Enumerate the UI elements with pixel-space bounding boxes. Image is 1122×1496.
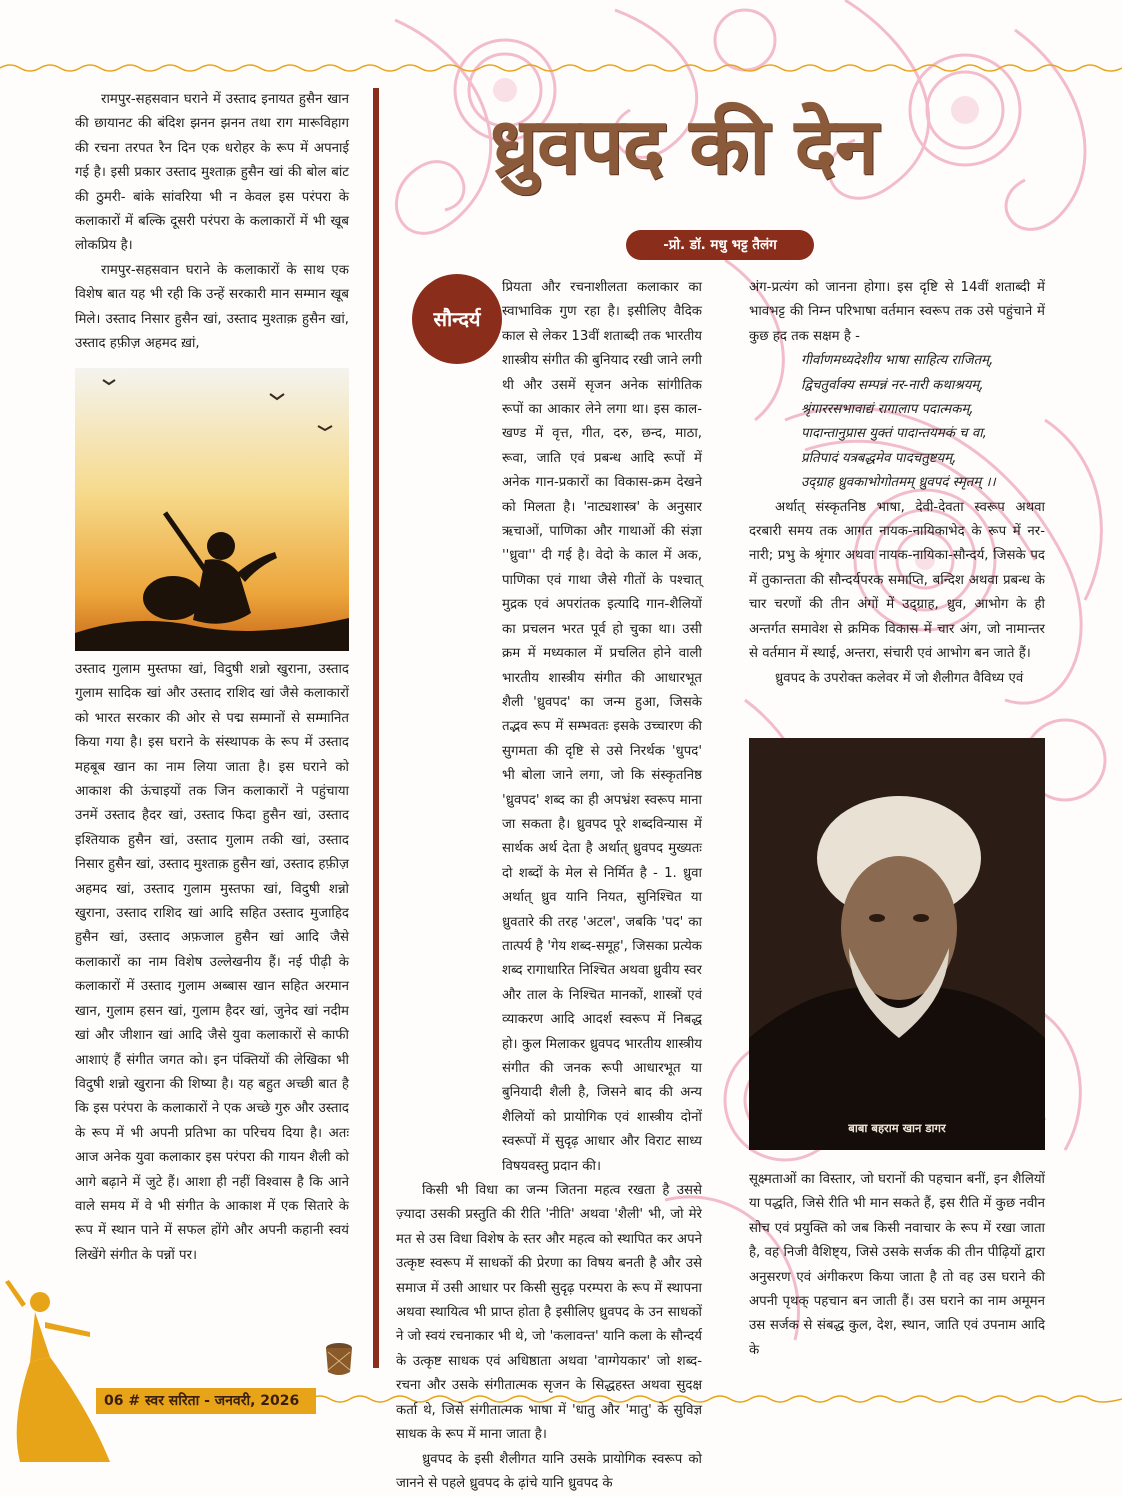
paragraph: किसी भी विधा का जन्म जितना महत्व रखता है उससे ज़्यादा उसकी प्रस्तुति की रीति 'नीति' अथवा 'शैली' भी, जो मेरे मत से उस विधा विशेष के स्तर और महत्व को स्थापित कर अपने उत्कृष्ट स्वरूप में साधकों की प्रेरणा का विषय बनती है और उसे समाज में उसी आधार पर किसी सुदृढ़ परम्परा के रूप में स्थापना अथवा स्थायित्व भी प्राप्त होता है इसीलिए ध्रुवपद के उन साधकों ने जो स्वयं रचनाकार भी थे, जो 'कलावन्त' यानि कला के सौन्दर्य के उत्कृष्ट साधक एवं अधिष्ठाता अथवा 'वाग्गेयकार' जो शब्द-रचना और उसके संगीतात्मक सृजन के सिद्धहस्त अथवा सुदक्ष कर्ता थे, जिसे संगीतात्मक भाषा में 'धातु और 'मातु' के सुविज्ञ साधक के रूप में माना जाता है। [396, 1179, 702, 1447]
paragraph: उस्ताद गुलाम मुस्तफा खां, विदुषी शन्नो खुराना, उस्ताद गुलाम सादिक खां और उस्ताद राशिद खां जैसे कलाकारों को भारत सरकार की ओर से पद्म सम्मानों से सम्मानित किया गया है। इस घराने के संस्थापक के रूप में उस्ताद महबूब खान का नाम लिया जाता है। इस घराने को आकाश की ऊंचाइयों तक जिन कलाकारों ने पहुंचाया उनमें उस्ताद हैदर खां, उस्ताद फिदा हुसैन खां, उस्ताद इश्तियाक हुसैन खां, उस्ताद गुलाम तकी खां, उस्ताद निसार हुसैन खां, उस्ताद मुश्ताक़ हुसैन खां, उस्ताद हफ़ीज़ अहमद खां, उस्ताद गुलाम मुस्तफा खां, विदुषी शन्नो खुराना, उस्ताद राशिद खां आदि सहित उस्ताद मुजाहिद हुसैन खां, उस्ताद अफ़जाल हुसैन खां आदि जैसे कलाकारों का नाम विशेष उल्लेखनीय हैं। नई पीढ़ी के कलाकारों में उस्ताद गुलाम अब्बास खान सहित अरमान खान, गुलाम हसन खां, गुलाम हैदर खां, जुनेद खां नदीम खां और जीशान खां आदि जैसे युवा कलाकारों से काफी आशाएं हैं संगीत जगत को। इन पंक्तियों की लेखिका भी विदुषी शन्नो खुराना की शिष्या है। यह बहुत अच्छी बात है कि इस परंपरा के कलाकारों ने एक अच्छे गुरु और उस्ताद के रूप में भी अपनी प्रतिभा का परिचय दिया है। अतः आज अनेक युवा कलाकार इस परंपरा की गायन शैली को आगे बढ़ाने में जुटे हैं। आशा ही नहीं विश्वास है कि आने वाले समय में वे भी संगीत के आकाश में एक सितारे के रूप में स्थान पाने में सफल होंगे और अपनी कहानी स्वयं लिखेंगे संगीत के पन्नों पर। [75, 658, 349, 1268]
right-column-bottom [749, 1168, 1045, 1363]
verse-line: गीर्वाणमध्यदेशीय भाषा साहित्य राजितम्, [749, 349, 1045, 373]
verse-line: प्रतिपादं यत्रबद्धमेव पादचतुष्टयम्, [749, 447, 1045, 471]
verse-line: उद्ग्राह ध्रुवकाभोगोतमम् ध्रुवपदं स्मृतम् ।। [749, 471, 1045, 495]
paragraph: रामपुर-सहसवान घराने में उस्ताद इनायत हुसैन खान की छायानट की बंदिश झनन झनन तथा राग मारूविहाग की रचना तरपत रैन दिन एक धरोहर के रूप में अपनाई गई है। इसी प्रकार उस्ताद मुश्ताक़ हुसैन खां की बोल बांट की ठुमरी- बांके सांवरिया भी न केवल इस परंपरा के कलाकारों में बल्कि दूसरी परंपरा के कलाकारों में भी खूब लोकप्रिय है। [75, 88, 349, 259]
paragraph: प्रियता और रचनाशीलता कलाकार का स्वाभाविक गुण रहा है। इसीलिए वैदिक काल से लेकर 13वीं शताब्दी तक भारतीय शास्त्रीय संगीत की बुनियाद रखी जाने लगी थी और उसमें सृजन अनेक सांगीतिक रूपों का आकार लेने लगा था। इस काल-खण्ड में वृत्त, गीत, दरु, छन्द, माठा, रूवा, जाति एवं प्रबन्ध आदि रूपों में अनेक गान-प्रकारों का विकास-क्रम देखने को मिलता है। 'नाट्यशास्त्र' के अनुसार ऋचाओं, पाणिका और गाथाओं की संज्ञा ''ध्रुवा'' दी गई है। वेदो के काल में अक, पाणिका एवं गाथा जैसे गीतों के पश्चात् मुद्रक एवं अपरांतक इत्यादि गान-शैलियों का प्रचलन भरत पूर्व हो चुका था। उसी क्रम में मध्यकाल में प्रचलित होने वाली भारतीय शास्त्रीय संगीत की आधारभूत शैली 'ध्रुवपद' का जन्म हुआ, जिसके तद्भव रूप में सम्भवतः इसके उच्चारण की सुगमता की दृष्टि से उसे निरर्थक 'धुपद' भी बोला जाने लगा, जो कि संस्कृतनिष्ठ 'ध्रुवपद' शब्द का ही अपभ्रंश स्वरूप माना जा सकता है। ध्रुवपद पूरे शब्दविन्यास में सार्थक अर्थ देता है अर्थात् ध्रुवपद मुख्यतः दो शब्दों के मेल से निर्मित है - 1. ध्रुवा अर्थात् ध्रुव यानि नियत, सुनिश्चित या ध्रुवतारे की तरह 'अटल', जबकि 'पद' का तात्पर्य है 'गेय शब्द-समूह', जिसका प्रत्येक शब्द रागाधारित निश्चित अथवा ध्रुवीय स्वर और ताल के निश्चित मानकों, शास्त्रों एवं व्याकरण आदि आदर्श स्वरूप में निबद्ध हो। कुल मिलाकर ध्रुवपद भारतीय शास्त्रीय संगीत की जनक रूपी आधारभूत या बुनियादी शैली है, जिसने बाद की अन्य शैलियों को प्रायोगिक एवं शास्त्रीय दोनों स्वरूपों में सुदृढ़ आधार और विराट साध्य विषयवस्तु प्रदान की। [396, 276, 702, 1179]
tabla-icon [322, 1340, 356, 1376]
section-badge: सौन्दर्य [412, 274, 502, 364]
top-border-wave [0, 62, 1122, 74]
verse-line: पादान्तानुप्रास युक्तं पादान्तयमकं च वा, [749, 422, 1045, 446]
sitar-player-photo [75, 368, 349, 651]
page-footer: 06 # स्वर सरिता - जनवरी, 2026 [96, 1388, 316, 1414]
verse-line: श्रृंगाररसभावाद्यं रागालाप पदात्मकम्, [749, 398, 1045, 422]
dancer-icon [0, 1262, 140, 1462]
portrait-photo [749, 738, 1045, 1150]
paragraph: अर्थात् संस्कृतनिष्ठ भाषा, देवी-देवता स्वरूप अथवा दरबारी समय तक आगत नायक-नायिकाभेद के रूप में नर-नारी; प्रभु के श्रृंगार अथवा नायक-नायिका-सौन्दर्य, जिसके पद में तुकान्तता की सौन्दर्यपरक समाप्ति, बन्दिश अथवा प्रबन्ध के चार चरणों की तीन अंगों में उद्ग्राह, ध्रुव, आभोग के ही अन्तर्गत समावेश से क्रमिक विकास में चार अंग, जो नामान्तर से वर्तमान में स्थाई, अन्तरा, संचारी एवं आभोग बन जाते हैं। [749, 496, 1045, 667]
left-column-bottom [75, 658, 349, 1268]
paragraph: रामपुर-सहसवान घराने के कलाकारों के साथ एक विशेष बात यह भी रही कि उन्हें सरकारी मान सम्मान खूब मिले। उस्ताद निसार हुसैन खां, उस्ताद मुश्ताक़ हुसैन खां, उस्ताद हफ़ीज़ अहमद ख़ां, [75, 259, 349, 357]
paragraph: अंग-प्रत्यंग को जानना होगा। इस दृष्टि से 14वीं शताब्दी में भावभट्ट की निम्न परिभाषा वर्तमान स्वरूप तक उसे पहुंचाने में कुछ हद तक सक्षम है - [749, 276, 1045, 349]
left-column-top [75, 88, 349, 356]
paragraph: ध्रुवपद के इसी शैलीगत यानि उसके प्रायोगिक स्वरूप को जानने से पहले ध्रुवपद के ढ़ांचे यानि ध्रुवपद के [396, 1448, 702, 1496]
photo-caption: बाबा बहराम खान डागर [749, 1121, 1045, 1136]
middle-column [396, 276, 702, 1496]
right-column-top [749, 276, 1045, 691]
column-divider [373, 88, 379, 1368]
paragraph: सूक्ष्मताओं का विस्तार, जो घरानों की पहचान बनीं, इन शैलियों या पद्धति, जिसे रीति भी मान सकते हैं, इस रीति में कुछ नवीन सोच एवं प्रयुक्ति को जब किसी नवाचार के रूप में रखा जाता है, वह निजी वैशिष्ट्य, जिसे उसके सर्जक की तीन पीढ़ियों द्वारा अनुसरण एवं अंगीकरण किया जाता है तो वह उस घराने की अपनी पृथक् पहचान बन जाती हैं। उस घराने का नाम अमूमन उस सर्जक से संबद्ध कुल, देश, स्थान, जाति एवं उपनाम आदि के [749, 1168, 1045, 1363]
paragraph: ध्रुवपद के उपरोक्त कलेवर में जो शैलीगत वैविध्य एवं [749, 667, 1045, 691]
article-title: ध्रुवपद की देन [490, 92, 960, 202]
portrait-illustration [749, 738, 1045, 1150]
author-byline: -प्रो. डॉ. मधु भट्ट तैलंग [626, 230, 814, 260]
verse-line: द्विचतुर्वाक्य सम्पन्नं नर-नारी कथाश्रयम्, [749, 374, 1045, 398]
